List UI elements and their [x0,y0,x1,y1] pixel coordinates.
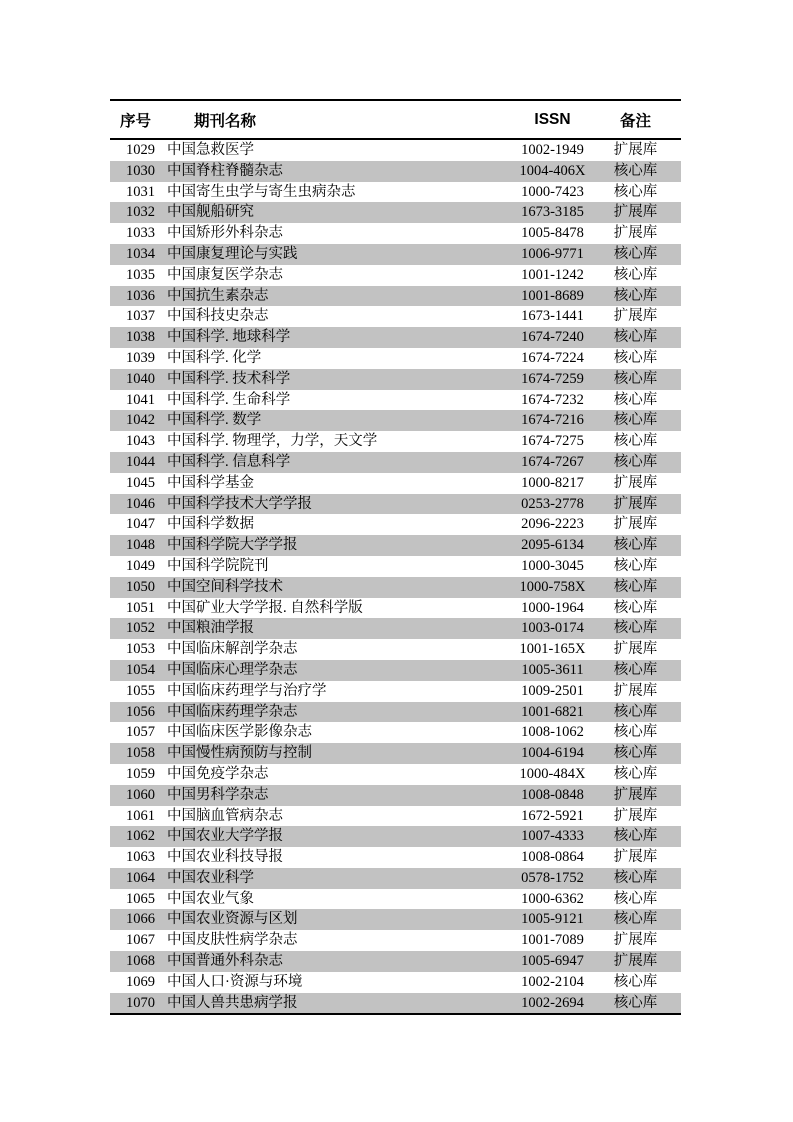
row-issn: 1674-7232 [521,391,584,408]
row-serial-number: 1042 [126,412,155,429]
row-serial-number: 1053 [126,641,155,658]
table-row [110,452,681,473]
table-row [110,681,681,702]
row-issn: 1007-4333 [521,828,584,845]
row-issn: 1008-1062 [521,724,584,741]
table-row [110,972,681,993]
table-row [110,494,681,515]
table-row [110,743,681,764]
table-row [110,390,681,411]
table-row [110,286,681,307]
row-serial-number: 1058 [126,745,155,762]
row-remark: 核心库 [613,557,658,574]
row-remark: 核心库 [613,391,658,408]
table-row [110,327,681,348]
table-row [110,806,681,827]
table-row [110,847,681,868]
row-serial-number: 1069 [126,973,155,990]
row-remark: 扩展库 [613,786,658,803]
row-issn: 1672-5921 [521,807,584,824]
table-row [110,785,681,806]
row-serial-number: 1056 [126,703,155,720]
row-issn: 1008-0848 [521,786,584,803]
row-remark: 扩展库 [613,641,658,658]
table-row [110,431,681,452]
row-remark: 核心库 [613,370,658,387]
row-serial-number: 1049 [126,557,155,574]
row-serial-number: 1067 [126,932,155,949]
row-journal-name: 中国农业科学 [167,869,254,886]
row-issn: 1001-6821 [521,703,584,720]
row-issn: 1005-3611 [521,661,584,678]
row-issn: 1674-7259 [521,370,584,387]
row-serial-number: 1066 [126,911,155,928]
row-serial-number: 1031 [126,183,155,200]
row-issn: 1008-0864 [521,849,584,866]
row-remark: 核心库 [613,349,658,366]
row-journal-name: 中国免疫学杂志 [167,765,269,782]
table-row [110,306,681,327]
row-remark: 核心库 [613,287,658,304]
table-row [110,202,681,223]
table-row [110,889,681,910]
row-remark: 核心库 [613,245,658,262]
row-remark: 核心库 [613,433,658,450]
row-journal-name: 中国科学. 地球科学 [167,329,291,346]
row-journal-name: 中国临床解剖学杂志 [167,641,298,658]
row-remark: 核心库 [613,329,658,346]
table-row [110,722,681,743]
row-issn: 1001-165X [519,641,586,658]
row-journal-name: 中国科学. 化学 [167,349,262,366]
row-issn: 1673-3185 [521,204,584,221]
row-issn: 1001-1242 [521,266,584,283]
row-journal-name: 中国农业气象 [167,890,254,907]
row-journal-name: 中国科学. 物理学，力学，天文学 [167,433,378,450]
row-serial-number: 1039 [126,349,155,366]
table-row [110,348,681,369]
table-row [110,618,681,639]
row-serial-number: 1060 [126,786,155,803]
row-remark: 扩展库 [613,682,658,699]
row-issn: 1004-406X [519,162,586,179]
row-remark: 扩展库 [613,807,658,824]
table-row [110,223,681,244]
row-remark: 核心库 [613,828,658,845]
row-serial-number: 1043 [126,433,155,450]
table-row [110,265,681,286]
row-remark: 核心库 [613,453,658,470]
row-issn: 1000-758X [519,578,586,595]
row-journal-name: 中国脊柱脊髓杂志 [167,162,283,179]
table-row [110,826,681,847]
row-issn: 1005-9121 [521,911,584,928]
row-issn: 1000-8217 [521,474,584,491]
row-remark: 核心库 [613,537,658,554]
row-journal-name: 中国人口·资源与环境 [167,973,303,990]
row-issn: 1674-7224 [521,349,584,366]
row-serial-number: 1070 [126,994,155,1011]
header-serial-number: 序号 [119,112,151,130]
row-remark: 核心库 [613,578,658,595]
row-journal-name: 中国农业资源与区划 [167,911,298,928]
table-row [110,951,681,972]
row-journal-name: 中国普通外科杂志 [167,953,283,970]
row-serial-number: 1063 [126,849,155,866]
row-journal-name: 中国人兽共患病学报 [167,994,298,1011]
row-issn: 1001-8689 [521,287,584,304]
row-remark: 核心库 [613,869,658,886]
row-remark: 核心库 [613,412,658,429]
row-serial-number: 1062 [126,828,155,845]
row-journal-name: 中国矫形外科杂志 [167,225,283,242]
row-remark: 扩展库 [613,308,658,325]
row-journal-name: 中国抗生素杂志 [167,287,269,304]
row-remark: 核心库 [613,266,658,283]
row-issn: 1009-2501 [521,682,584,699]
row-journal-name: 中国科学院院刊 [167,557,269,574]
row-remark: 核心库 [613,703,658,720]
row-issn: 1674-7240 [521,329,584,346]
row-issn: 1674-7216 [521,412,584,429]
table-row [110,140,681,161]
row-serial-number: 1034 [126,245,155,262]
row-serial-number: 1032 [126,204,155,221]
row-journal-name: 中国康复医学杂志 [167,266,283,283]
row-issn: 1000-7423 [521,183,584,200]
table-row [110,702,681,723]
row-journal-name: 中国农业大学学报 [167,828,283,845]
row-journal-name: 中国临床心理学杂志 [167,661,298,678]
row-serial-number: 1050 [126,578,155,595]
table-header-row [110,101,681,140]
row-issn: 1006-9771 [521,245,584,262]
table-row [110,868,681,889]
row-remark: 扩展库 [613,495,658,512]
table-row [110,577,681,598]
row-journal-name: 中国科学. 数学 [167,412,262,429]
row-remark: 核心库 [613,911,658,928]
row-issn: 1000-484X [519,765,586,782]
row-serial-number: 1054 [126,661,155,678]
row-remark: 扩展库 [613,474,658,491]
row-serial-number: 1037 [126,308,155,325]
row-remark: 核心库 [613,599,658,616]
row-issn: 0578-1752 [521,869,584,886]
table-row [110,639,681,660]
row-remark: 扩展库 [613,953,658,970]
row-journal-name: 中国空间科学技术 [167,578,283,595]
row-journal-name: 中国急救医学 [167,142,254,158]
table-row [110,182,681,203]
row-remark: 核心库 [613,183,658,200]
row-journal-name: 中国皮肤性病学杂志 [167,932,298,949]
row-journal-name: 中国寄生虫学与寄生虫病杂志 [167,183,356,200]
row-serial-number: 1064 [126,869,155,886]
table-row [110,660,681,681]
row-journal-name: 中国农业科技导报 [167,849,283,866]
row-serial-number: 1045 [126,474,155,491]
row-issn: 1000-1964 [521,599,584,616]
row-serial-number: 1046 [126,495,155,512]
row-journal-name: 中国舰船研究 [167,204,254,221]
table-row [110,369,681,390]
row-issn: 1000-3045 [521,557,584,574]
row-journal-name: 中国康复理论与实践 [167,245,298,262]
row-journal-name: 中国科技史杂志 [167,308,269,325]
row-serial-number: 1040 [126,370,155,387]
row-serial-number: 1047 [126,516,155,533]
row-serial-number: 1033 [126,225,155,242]
row-remark: 核心库 [613,765,658,782]
table-row [110,909,681,930]
row-issn: 1003-0174 [521,620,584,637]
row-serial-number: 1059 [126,765,155,782]
table-row [110,473,681,494]
row-serial-number: 1044 [126,453,155,470]
row-journal-name: 中国矿业大学学报. 自然科学版 [167,599,363,616]
table-row [110,556,681,577]
header-remark: 备注 [619,112,651,130]
row-journal-name: 中国科学院大学学报 [167,537,298,554]
row-serial-number: 1029 [126,142,155,158]
row-remark: 扩展库 [613,204,658,221]
row-remark: 扩展库 [613,142,658,158]
row-journal-name: 中国科学. 生命科学 [167,391,291,408]
row-journal-name: 中国粮油学报 [167,620,254,637]
row-journal-name: 中国临床药理学与治疗学 [167,682,327,699]
row-remark: 核心库 [613,661,658,678]
row-issn: 0253-2778 [521,495,584,512]
table-row [110,993,681,1014]
table-row [110,244,681,265]
table-row [110,535,681,556]
row-remark: 扩展库 [613,225,658,242]
row-serial-number: 1035 [126,266,155,283]
row-journal-name: 中国科学基金 [167,474,254,491]
row-serial-number: 1048 [126,537,155,554]
row-serial-number: 1038 [126,329,155,346]
row-issn: 2096-2223 [521,516,584,533]
row-serial-number: 1055 [126,682,155,699]
row-serial-number: 1052 [126,620,155,637]
row-remark: 核心库 [613,162,658,179]
row-serial-number: 1065 [126,890,155,907]
row-issn: 1005-8478 [521,225,584,242]
row-journal-name: 中国男科学杂志 [167,786,269,803]
table-row [110,598,681,619]
row-issn: 1002-2104 [521,973,584,990]
header-journal-name: 期刊名称 [194,112,257,130]
row-remark: 核心库 [613,994,658,1011]
table-body [110,140,681,1013]
row-journal-name: 中国科学技术大学学报 [167,495,312,512]
row-issn: 1005-6947 [521,953,584,970]
row-remark: 核心库 [613,745,658,762]
row-remark: 核心库 [613,620,658,637]
row-journal-name: 中国科学. 信息科学 [167,453,291,470]
row-serial-number: 1030 [126,162,155,179]
row-serial-number: 1041 [126,391,155,408]
row-journal-name: 中国慢性病预防与控制 [167,745,312,762]
table-row [110,514,681,535]
row-journal-name: 中国科学数据 [167,516,254,533]
row-issn: 1001-7089 [521,932,584,949]
table-row [110,161,681,182]
row-issn: 1674-7275 [521,433,584,450]
row-issn: 1002-2694 [521,994,584,1011]
row-remark: 核心库 [613,973,658,990]
journal-list-table [110,99,681,1015]
row-serial-number: 1057 [126,724,155,741]
header-issn: ISSN [534,110,571,128]
row-remark: 核心库 [613,724,658,741]
row-serial-number: 1036 [126,287,155,304]
row-serial-number: 1051 [126,599,155,616]
row-remark: 扩展库 [613,932,658,949]
row-issn: 1004-6194 [521,745,584,762]
row-serial-number: 1061 [126,807,155,824]
table-row [110,764,681,785]
row-serial-number: 1068 [126,953,155,970]
row-issn: 1673-1441 [521,308,584,325]
table-row [110,410,681,431]
table-row [110,930,681,951]
row-journal-name: 中国临床医学影像杂志 [167,724,312,741]
row-issn: 2095-6134 [521,537,584,554]
row-journal-name: 中国临床药理学杂志 [167,703,298,720]
row-remark: 核心库 [613,890,658,907]
row-issn: 1002-1949 [521,142,584,158]
row-journal-name: 中国科学. 技术科学 [167,370,291,387]
row-remark: 扩展库 [613,849,658,866]
row-remark: 扩展库 [613,516,658,533]
row-journal-name: 中国脑血管病杂志 [167,807,283,824]
row-issn: 1674-7267 [521,453,584,470]
row-issn: 1000-6362 [521,890,584,907]
